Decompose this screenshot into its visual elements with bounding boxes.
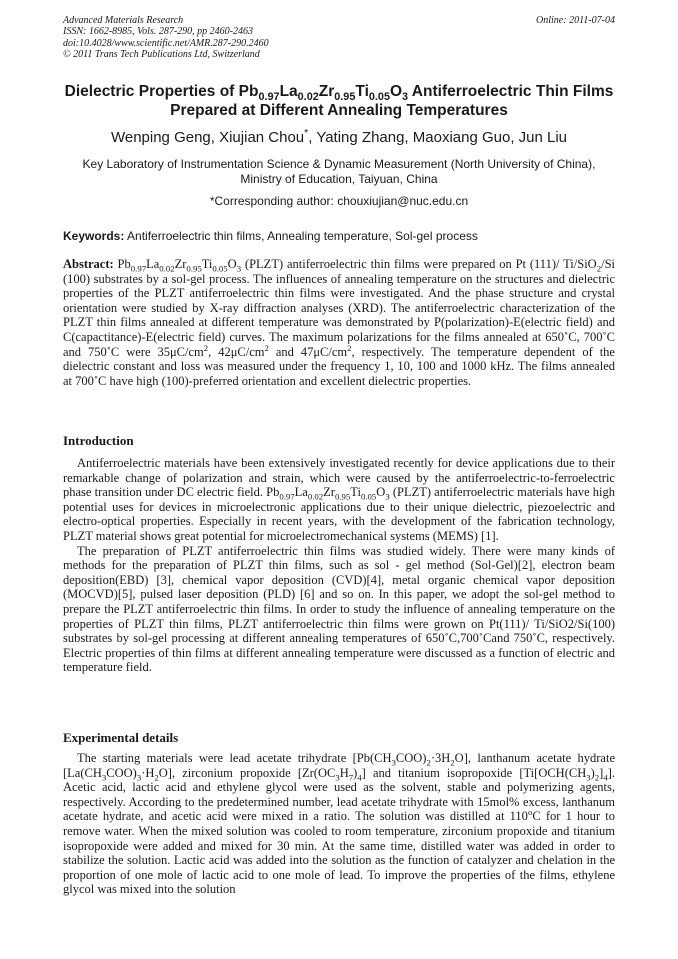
affiliation-line-1: Key Laboratory of Instrumentation Science & Dynamic Measurement (North University of China), [82, 157, 596, 171]
introduction-paragraph-2: The preparation of PLZT antiferroelectric thin films was studied widely. There were many kinds of methods for the preparation of PLZT thin films, such as sol - gel method (Sol-Gel)[2], electron beam deposition(EBD) [3], chemical vapor deposition (CVD)[4], metal organic chemical vapor deposition (MOCVD)[5], pulsed laser deposition (PLD) [6] and so on. In this paper, we adopt the sol-gel method to prepare the PLZT antiferroelectric thin films. In order to study the influence of annealing temperature on the properties of PLZT thin films, PLZT antiferroelectric thin films were grown on Pt(111)/ Ti/SiO2/Si(100) substrates by sol-gel processing at different annealing temperatures of 650˚C,700˚Cand 750˚C, respectively. Electric properties of thin films at different annealing temperature were discussed as a function of electric and temperature field. [63, 543, 615, 675]
journal-copyright: © 2011 Trans Tech Publications Ltd, Switzerland [63, 48, 260, 60]
journal-issn: ISSN: 1662-8985, Vols. 287-290, pp 2460-2463 [63, 26, 253, 38]
corresponding-author: *Corresponding author: chouxiujian@nuc.edu.cn [209, 194, 469, 208]
journal-header [63, 15, 615, 60]
keywords [63, 229, 615, 244]
introduction-heading: Introduction [63, 433, 134, 448]
paper-title: Dielectric Properties of $Pb_{0.97}La_{0.02}Zr_{0.95}Ti_{0.05}O_3$ Antiferroelectric Thin Films Prepared at Different Annealing Temperatures [64, 83, 614, 119]
keywords-label: Keywords: [63, 229, 125, 243]
introduction-paragraph-1: Antiferroelectric materials have been extensively investigated recently for device applications due to their remarkable change of polarization and strain, which were caused by the antiferroelectric-to-ferroelectric phase transition under DC electric field. $Pb_{0.97}La_{0.02}Zr_{0.95}Ti_{0.05}O_3$ (PLZT) antiferroelectric materials have high potential uses for devices in microelectronic applications due to their unique dielectric, piezoelectric and electro-optical properties. Especially in recent years, with the development of the fabrication technology, PLZT material shows great potential for microelectromechanical systems (MEMS) [1]. [63, 456, 616, 543]
affiliation [63, 157, 615, 187]
author-list: Wenping Geng, Xiujian Chou*, Yating Zhang, Maoxiang Guo, Jun Liu [110, 127, 568, 146]
abstract: Abstract: $Pb_{0.97}La_{0.02}Zr_{0.95}Ti_{0.05}O_3$ (PLZT) antiferroelectric thin films were prepared on Pt (111)/ Ti/SiO$_2$/Si (100) substrates by a sol-gel process. The influences of annealing temperature on the structures and dielectric properties of the PLZT antiferroelectric thin films were investigated. And the phase structure and crystal orientation were studied by X-ray diffraction analyses (XRD). The antiferroelectric characterization of the PLZT thin films annealed at different temperature was demonstrated by P(polarization)-E(electric field) and C(capactitance)-E(electric field) curves. The maximum polarizations for the films annealed at 650˚C, 700˚C and 750˚C were $35\mu C/cm^2$, $42\mu C/cm^2$ and $47\mu C/cm^2$, respectively. The temperature dependent of the dielectric constant and loss was measured under the frequency 1, 10, 100 and 1000 kHz. The films annealed at 700˚C have high (100)-preferred orientation and excellent dielectric properties. [63, 257, 615, 388]
affiliation-line-2: Ministry of Education, Taiyuan, China [240, 172, 438, 186]
abstract-label: Abstract: [63, 257, 114, 271]
experimental-body [63, 751, 615, 897]
journal-doi: doi:10.4028/www.scientific.net/AMR.287-290.2460 [63, 37, 269, 49]
journal-name: Advanced Materials Research [63, 15, 184, 26]
experimental-heading: Experimental details [63, 730, 179, 745]
keywords-text: Antiferroelectric thin films, Annealing temperature, Sol-gel process [124, 229, 478, 243]
introduction-body [63, 456, 615, 675]
experimental-paragraph-1: The starting materials were lead acetate trihydrate $[Pb(CH_3COO)_2\cdot 3H_2O]$, lanthanum acetate hydrate $[La(CH_3COO)_3\cdot H_2O]$, zirconium propoxide $[Zr(OC_3H_7)_4]$ and titanium isopropoxide $[Ti[OCH(CH_3)_2]_4]$. Acetic acid, lactic acid and ethylene glycol were used as the solvent, stable and polymerizing agents, respectively. According to the predetermined number, lead acetate trihydrate with 15mol% excess, lanthanum acetate hydrate, and acetic acid were mixed in a ratio. The solution was distilled at 110$^o$C for 1 hour to remove water. When the mixed solution was cooled to room temperature, zirconium propoxide and titanium isopropoxide were added and mixed for 30 min. At the same time, distilled water was added in order to stabilize the solution. Lactic acid was added into the solution as the function of catalyzer and chelation in the proportion of one mole of lactic acid to one mole of lead. To improve the properties of the films, ethylene glycol was mixed into the solution [63, 751, 615, 897]
online-date: Online: 2011-07-04 [536, 15, 615, 26]
